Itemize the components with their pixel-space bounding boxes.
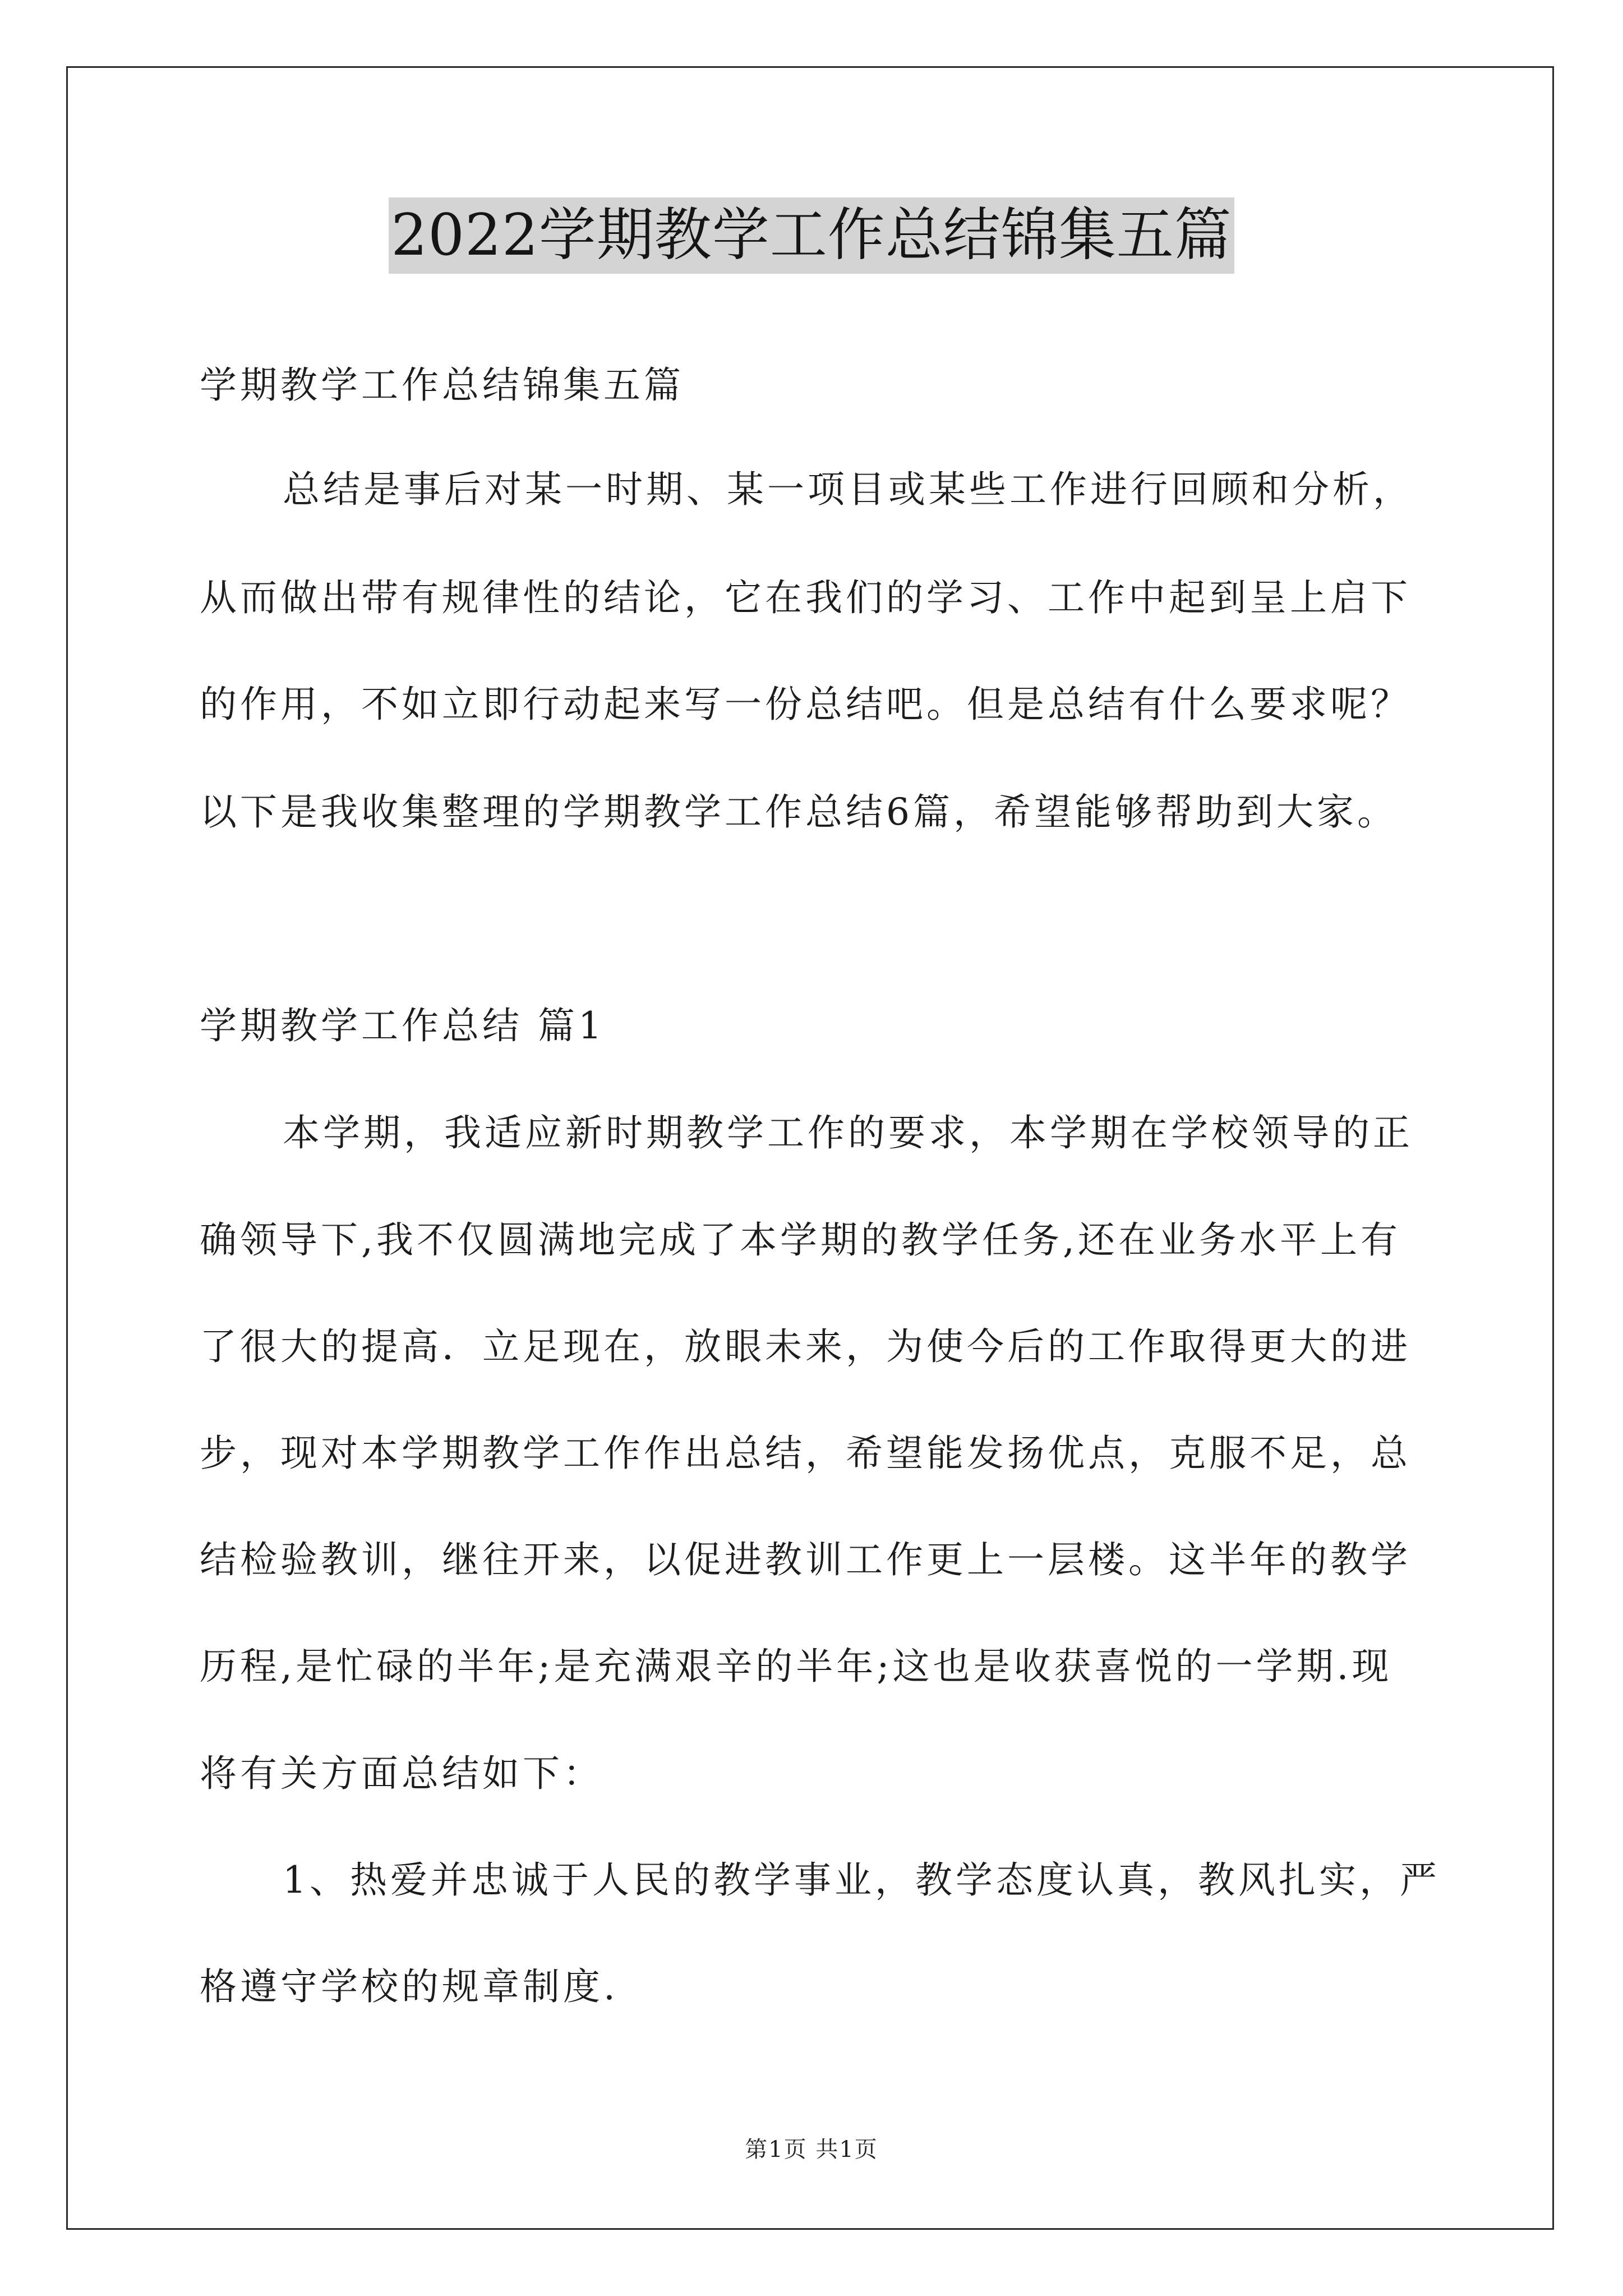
section-line: 将有关方面总结如下： bbox=[200, 1752, 603, 1795]
page-footer: 第1页 共1页 bbox=[745, 2137, 878, 2162]
section-heading: 学期教学工作总结 篇1 bbox=[200, 1004, 605, 1047]
section-line: 步，现对本学期教学工作作出总结，希望能发扬优点，克服不足，总 bbox=[200, 1432, 1411, 1475]
intro-line: 从而做出带有规律性的结论，它在我们的学习、工作中起到呈上启下 bbox=[200, 576, 1411, 619]
document-title: 2022学期教学工作总结锦集五篇 bbox=[389, 197, 1234, 274]
subtitle: 学期教学工作总结锦集五篇 bbox=[200, 364, 684, 407]
section-line: 确领导下,我不仅圆满地完成了本学期的教学任务,还在业务水平上有 bbox=[200, 1218, 1401, 1262]
point-line: 1、热爱并忠诚于人民的教学事业，教学态度认真，教风扎实，严 bbox=[283, 1858, 1440, 1902]
title-container bbox=[0, 197, 1623, 274]
intro-line: 的作用，不如立即行动起来写一份总结吧。但是总结有什么要求呢？ bbox=[200, 683, 1411, 726]
section-line: 了很大的提高．立足现在，放眼未来，为使今后的工作取得更大的进 bbox=[200, 1325, 1411, 1368]
section-line: 历程,是忙碌的半年;是充满艰辛的半年;这也是收获喜悦的一学期.现 bbox=[200, 1645, 1393, 1688]
section-line: 结检验教训，继往开来，以促进教训工作更上一层楼。这半年的教学 bbox=[200, 1538, 1411, 1581]
intro-line: 总结是事后对某一时期、某一项目或某些工作进行回顾和分析， bbox=[283, 468, 1413, 511]
point-line: 格遵守学校的规章制度. bbox=[200, 1965, 619, 2008]
intro-line: 以下是我收集整理的学期教学工作总结6篇，希望能够帮助到大家。 bbox=[200, 790, 1398, 834]
section-line: 本学期，我适应新时期教学工作的要求，本学期在学校领导的正 bbox=[283, 1111, 1413, 1154]
